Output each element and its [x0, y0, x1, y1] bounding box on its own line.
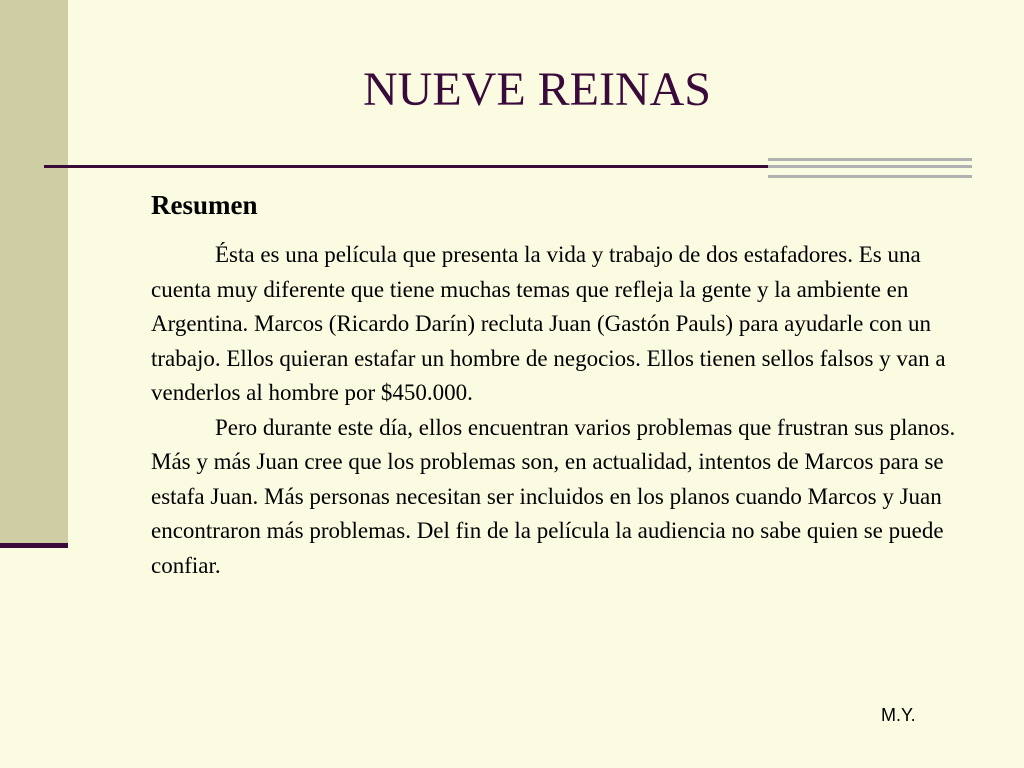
summary-paragraph-1: Ésta es una película que presenta la vida y trabajo de dos estafadores. Es una cuenta muy diferente que tiene muchas temas que refleja la gente y la ambiente en Argentina. Marcos (Ricardo Darín) recluta Juan (Gastón Pauls) para ayudarle con un trabajo. Ellos quieran estafar un hombre de negocios. Ellos tienen sellos falsos y van a venderlos al hombre por $450.000. [151, 242, 946, 406]
left-bar-accent-line [0, 543, 68, 548]
slide-content [151, 189, 966, 583]
summary-paragraph-2: Pero durante este día, ellos encuentran varios problemas que frustran sus planos. Más y más Juan cree que los problemas son, en actualidad, intentos de Marcos para se estafa Juan. Más personas necesitan ser incluidos en los planos cuando Marcos y Juan encontraron más problemas. Del fin de la película la audiencia no sabe quien se puede confiar. [151, 414, 956, 578]
divider-gray-bar-top [768, 158, 972, 161]
author-initials: M.Y. [881, 705, 916, 725]
section-heading: Resumen [151, 190, 258, 220]
divider-gray-bar-bottom [768, 175, 972, 178]
slide-title: NUEVE REINAS [363, 63, 711, 116]
divider-gray-bar-middle [768, 165, 972, 168]
